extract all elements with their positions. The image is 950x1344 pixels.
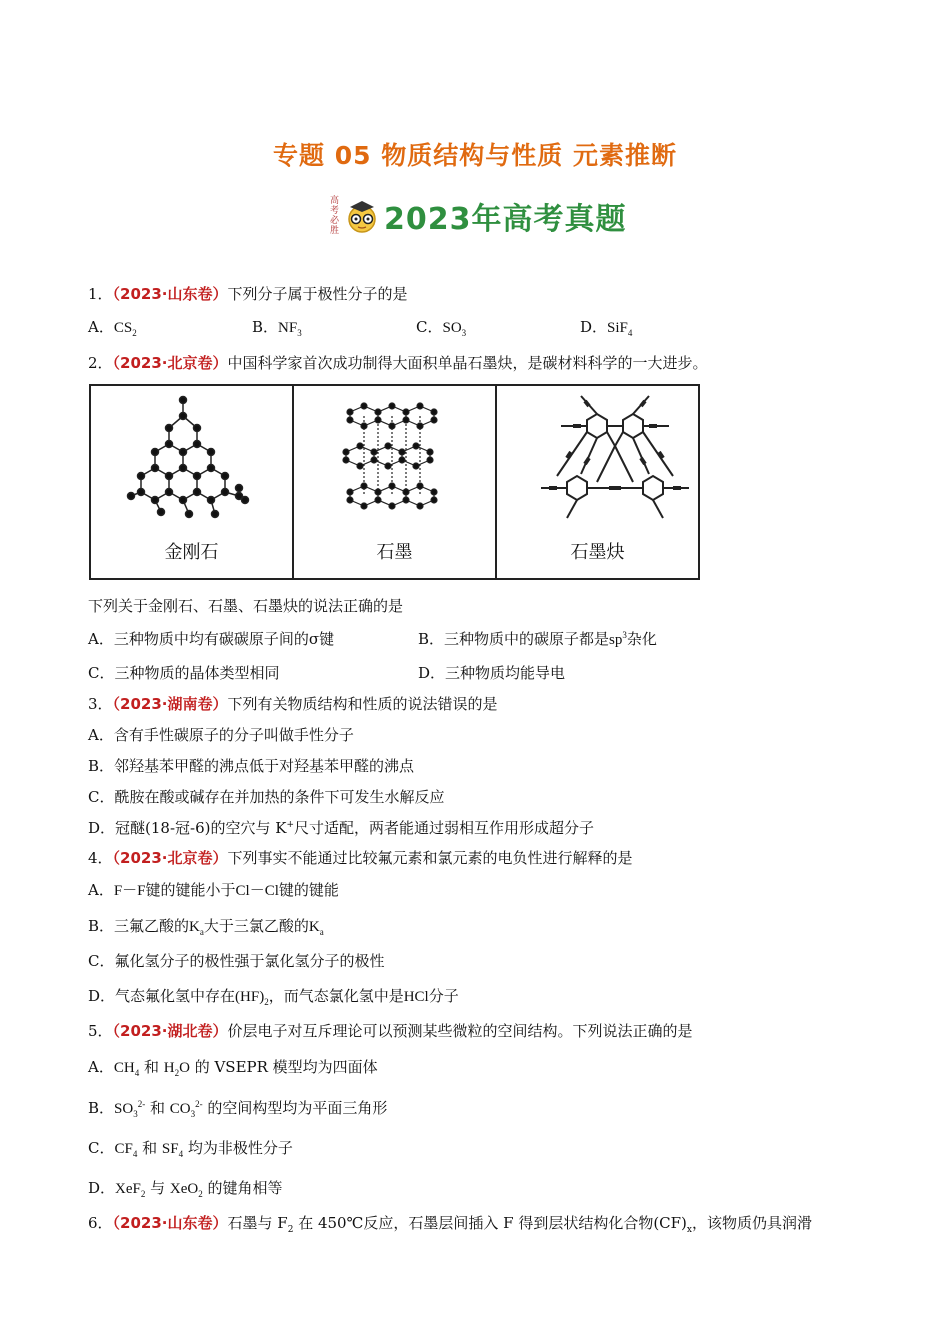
graphdiyne-panel bbox=[497, 386, 698, 578]
question-3-option-b: B．邻羟基苯甲醛的沸点低于对羟基苯甲醛的沸点 bbox=[88, 757, 415, 775]
source-label: （2023·北京卷） bbox=[112, 354, 228, 372]
graphdiyne-label: 石墨炔 bbox=[570, 542, 625, 563]
question-4-option-c: C．氟化氢分子的极性强于氯化氢分子的极性 bbox=[88, 952, 385, 970]
source-label: （2023·北京卷） bbox=[112, 849, 228, 867]
question-4-option-a: A．F－F键的键能小于Cl－Cl键的键能 bbox=[88, 881, 339, 899]
diamond-label: 金刚石 bbox=[164, 542, 219, 563]
carbon-allotropes-figure bbox=[89, 384, 700, 580]
question-5-stem: 5．（2023·湖北卷）价层电子对互斥理论可以预测某些微粒的空间结构。下列说法正确的是 bbox=[88, 1022, 693, 1040]
option-a: A．三种物质中均有碳碳原子间的σ键 bbox=[88, 630, 335, 648]
question-3-stem: 3．（2023·湖南卷）下列有关物质结构和性质的说法错误的是 bbox=[88, 695, 498, 713]
page-title: 专题 05 物质结构与性质 元素推断 bbox=[273, 141, 677, 170]
graphite-structure-icon bbox=[294, 386, 483, 536]
option-b: B．三种物质中的碳原子都是$sp^3$杂化 bbox=[418, 630, 657, 648]
source-label: （2023·山东卷） bbox=[112, 285, 228, 303]
graphite-panel bbox=[294, 386, 497, 578]
question-5-option-c: C．$CF_4$ 和 $SF_4$ 均为非极性分子 bbox=[88, 1139, 293, 1159]
question-2-options-cd bbox=[88, 662, 565, 683]
option-a: A．$CS_2$ bbox=[88, 318, 137, 338]
question-6-stem: 6．（2023·山东卷）石墨与 $F_2$ 在 450℃反应，石墨层间插入 F 得到层状结构化合物$(CF)_x$，该物质仍具润滑 bbox=[88, 1214, 812, 1235]
option-d: D．三种物质均能导电 bbox=[418, 664, 566, 682]
question-2-stem: 2．（2023·北京卷）中国科学家首次成功制得大面积单晶石墨炔，是碳材料科学的一大进步。 bbox=[88, 354, 708, 372]
diamond-structure-icon bbox=[91, 386, 280, 536]
question-3-option-d: D．冠醚(18-冠-6)的空穴与 K+尺寸适配，两者能通过弱相互作用形成超分子 bbox=[88, 819, 595, 837]
banner-tag: 高考必胜 bbox=[330, 196, 340, 236]
section-banner bbox=[330, 194, 627, 238]
question-1-stem: 1．（2023·山东卷）下列分子属于极性分子的是 bbox=[88, 285, 408, 303]
mascot-icon bbox=[344, 198, 380, 234]
question-5-option-a: A．$CH_4$ 和 $H_2O$ 的 VSEPR 模型均为四面体 bbox=[88, 1058, 378, 1078]
question-4-option-d: D．气态氟化氢中存在$(HF)_2$，而气态氯化氢中是HCl分子 bbox=[88, 987, 459, 1007]
question-5-option-b: B．$SO_3^{2-}$ 和 $CO_3^{2-}$ 的空间构型均为平面三角形 bbox=[88, 1099, 388, 1119]
source-label: （2023·山东卷） bbox=[112, 1214, 228, 1232]
banner-text: 2023年高考真题 bbox=[384, 202, 627, 237]
question-4-stem: 4．（2023·北京卷）下列事实不能通过比较氟元素和氯元素的电负性进行解释的是 bbox=[88, 849, 633, 867]
graphite-label: 石墨 bbox=[376, 542, 413, 563]
source-label: （2023·湖南卷） bbox=[112, 695, 228, 713]
question-2-prompt: 下列关于金刚石、石墨、石墨炔的说法正确的是 bbox=[88, 597, 404, 615]
question-3-option-c: C．酰胺在酸或碱存在并加热的条件下可发生水解反应 bbox=[88, 788, 445, 806]
question-3-option-a: A．含有手性碳原子的分子叫做手性分子 bbox=[88, 726, 354, 744]
option-c: C．$SO_3$ bbox=[416, 318, 467, 338]
option-d: D．SiF$_4$ bbox=[580, 318, 633, 338]
option-b: B．$NF_3$ bbox=[252, 318, 302, 338]
question-1-options bbox=[88, 316, 632, 338]
option-c: C．三种物质的晶体类型相同 bbox=[88, 664, 280, 682]
question-5-option-d: D．XeF$_2$ 与 XeO$_2$ 的键角相等 bbox=[88, 1179, 283, 1199]
graphdiyne-structure-icon bbox=[497, 386, 721, 536]
diamond-panel bbox=[91, 386, 294, 578]
source-label: （2023·湖北卷） bbox=[112, 1022, 228, 1040]
question-4-option-b: B．三氟乙酸的$K_a$大于三氯乙酸的$K_a$ bbox=[88, 917, 324, 937]
question-2-options-ab bbox=[88, 628, 657, 649]
